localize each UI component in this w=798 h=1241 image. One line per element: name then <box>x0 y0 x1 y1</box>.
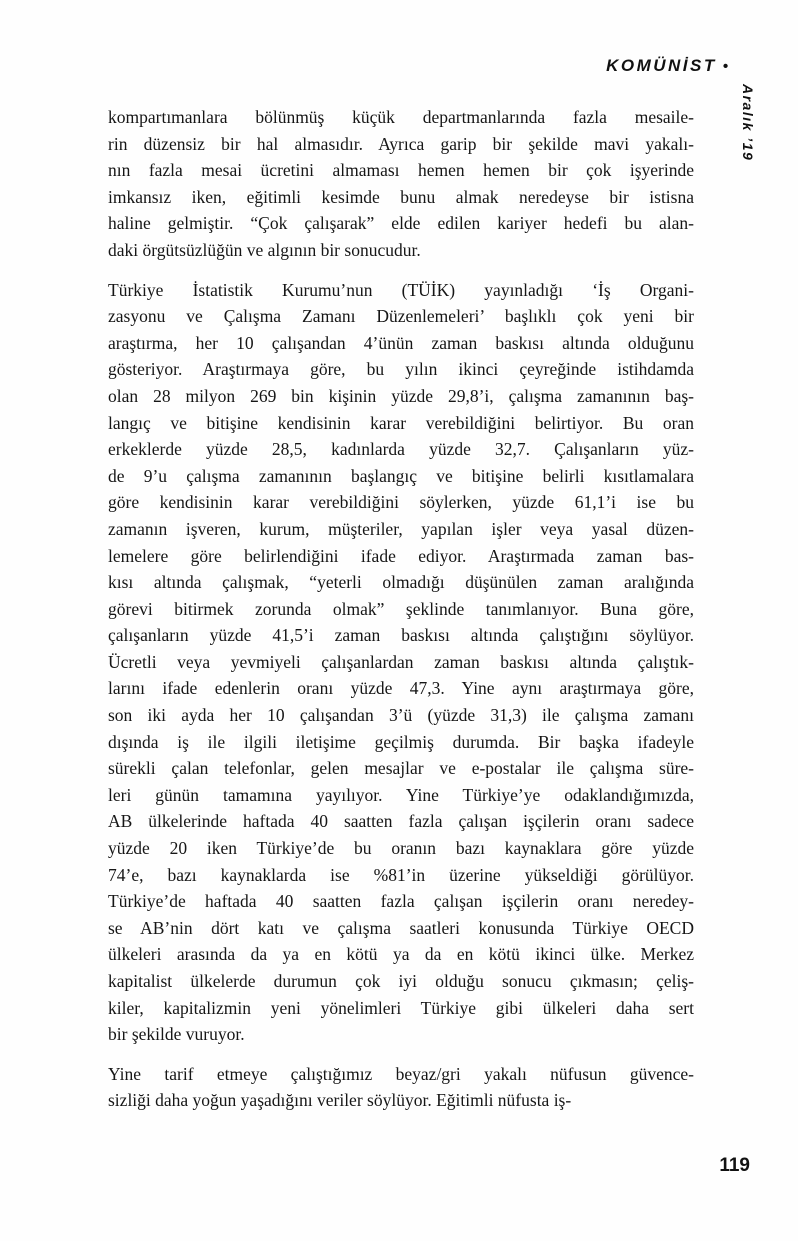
text-line: kompartımanlara bölünmüş küçük departmanlarında fazla mesaile- <box>108 107 694 127</box>
text-line: yüzde 20 iken Türkiye’de bu oranın bazı kaynaklara göre yüzde <box>108 838 694 859</box>
text-line: zamanın işveren, kurum, müşteriler, yapılan işler veya yasal düzen- <box>108 518 694 539</box>
text-line: Türkiye’de haftada 40 saatten fazla çalışan işçilerin oranı neredey- <box>108 891 694 912</box>
issue-date-vertical: Aralık ’19 <box>740 84 756 162</box>
text-line: Yine tarif etmeye çalıştığımız beyaz/gri yakalı nüfusun güvence- <box>108 1063 694 1084</box>
text-line: imkansız iken, eğitimli kesimde bunu almak neredeyse bir istisna <box>108 186 694 207</box>
magazine-masthead <box>606 56 728 76</box>
text-line: nın fazla mesai ücretini almaması hemen hemen bir çok işyerinde <box>108 160 694 181</box>
text-line: lemelere göre belirlendiğini ifade ediyor. Araştırmada zaman bas- <box>108 545 694 566</box>
text-line: larını ifade edenlerin oranı yüzde 47,3. Yine aynı araştırmaya göre, <box>108 678 694 699</box>
text-line: görevi bitirmek zorunda olmak” şeklinde tanımlanıyor. Buna göre, <box>108 598 694 619</box>
text-line: leri günün tamamına yayılıyor. Yine Türkiye’ye odaklandığımızda, <box>108 784 694 805</box>
text-line: daki örgütsüzlüğün ve algının bir sonucudur. <box>108 239 421 260</box>
text-line: göre kendisinin karar verebildiğini söylerken, yüzde 61,1’i ise bu <box>108 492 694 513</box>
text-line: gösteriyor. Araştırmaya göre, bu yılın ikinci çeyreğinde istihdamda <box>108 359 694 380</box>
text-line: langıç ve bitişine kendisinin karar verebildiğini belirtiyor. Bu oran <box>108 412 694 433</box>
paragraph <box>108 104 694 264</box>
paragraph <box>108 1061 694 1114</box>
text-line: haline gelmiştir. “Çok çalışarak” elde edilen kariyer hedefi bu alan- <box>108 213 694 234</box>
text-line: sizliği daha yoğun yaşadığını veriler söylüyor. Eğitimli nüfusta iş- <box>108 1090 572 1111</box>
text-line: AB ülkelerinde haftada 40 saatten fazla çalışan işçilerin oranı sadece <box>108 811 694 832</box>
text-line: Türkiye İstatistik Kurumu’nun (TÜİK) yayınladığı ‘İş Organi- <box>108 279 694 300</box>
text-line: son iki ayda her 10 çalışandan 3’ü (yüzde 31,3) ile çalışma zamanı <box>108 705 694 726</box>
text-line: Ücretli veya yevmiyeli çalışanlardan zaman baskısı altında çalıştık- <box>108 651 694 672</box>
text-line: erkeklerde yüzde 28,5, kadınlarda yüzde 32,7. Çalışanların yüz- <box>108 439 694 460</box>
text-line: dışında iş ile ilgili iletişime geçilmiş durumda. Bir başka ifadeyle <box>108 731 694 752</box>
magazine-title: KOMÜNİST <box>606 56 717 75</box>
text-line: de 9’u çalışma zamanının başlangıç ve bitişine belirli kısıtlamalara <box>108 465 694 486</box>
text-line: kapitalist ülkelerde durumun çok iyi olduğu sonucu çıkmasın; çeliş- <box>108 971 694 991</box>
text-line: çalışanların yüzde 41,5’i zaman baskısı altında çalıştığını söylüyor. <box>108 625 694 646</box>
page-number: 119 <box>719 1155 750 1176</box>
text-line: kiler, kapitalizmin yeni yönelimleri Türkiye gibi ülkeleri daha sert <box>108 997 694 1018</box>
text-line: 74’e, bazı kaynaklarda ise %81’in üzerine yükseldiği görülüyor. <box>108 864 694 885</box>
text-line: se AB’nin dört katı ve çalışma saatleri konusunda Türkiye OECD <box>108 917 694 938</box>
text-line: sürekli çalan telefonlar, gelen mesajlar ve e-postalar ile çalışma süre- <box>108 758 694 779</box>
text-line: araştırma, her 10 çalışandan 4’ünün zaman baskısı altında olduğunu <box>108 332 694 353</box>
text-line: zasyonu ve Çalışma Zamanı Düzenlemeleri’ başlıklı çok yeni bir <box>108 306 694 327</box>
text-line: olan 28 milyon 269 bin kişinin yüzde 29,8’i, çalışma zamanının baş- <box>108 385 694 406</box>
paragraph <box>108 277 694 1048</box>
text-column <box>108 104 694 1114</box>
masthead-bullet: • <box>722 58 728 75</box>
text-line: ülkeleri arasında da ya en kötü ya da en kötü ikinci ülke. Merkez <box>108 944 694 965</box>
text-line: bir şekilde vuruyor. <box>108 1024 245 1045</box>
text-line: rin düzensiz bir hal almasıdır. Ayrıca garip bir şekilde mavi yakalı- <box>108 133 694 154</box>
text-line: kısı altında çalışmak, “yeterli olmadığı düşünülen zaman aralığında <box>108 572 694 593</box>
